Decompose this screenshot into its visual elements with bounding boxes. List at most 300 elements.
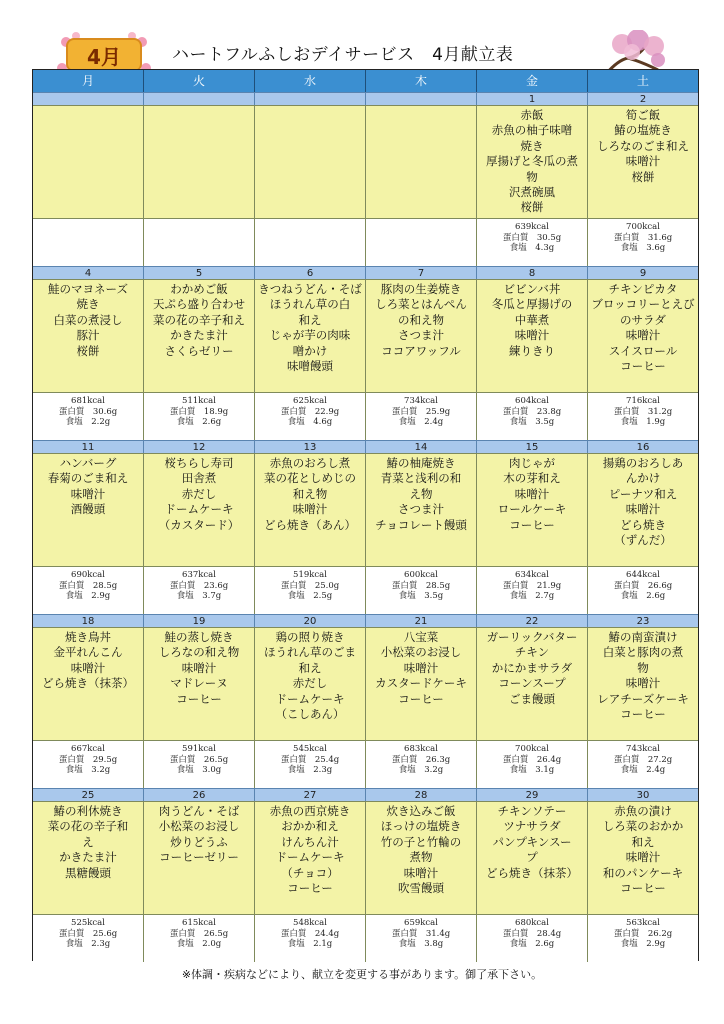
nutrition-cell <box>588 392 698 440</box>
protein-value: 蛋白質 23.8g <box>502 406 562 417</box>
menu-item: しろなのごま和え <box>597 138 689 153</box>
menu-item: どら焼き（あん） <box>264 517 356 532</box>
salt-value: 食塩 3.2g <box>65 765 111 775</box>
menu-item: どら焼き（抹茶） <box>486 865 578 880</box>
menu-cell <box>588 801 698 914</box>
menu-item: 赤だし <box>292 676 328 691</box>
weekday-wed: 水 <box>255 70 366 92</box>
menu-item: 味噌汁 <box>625 676 661 691</box>
menu-item: （チョコ） <box>281 865 339 880</box>
menu-item: 味噌汁 <box>70 486 106 501</box>
menu-item: え物 <box>409 486 433 501</box>
menu-item: んかけ <box>625 471 661 486</box>
nutrition-cell <box>144 566 255 614</box>
date-cell: 26 <box>144 788 255 802</box>
menu-item: （カスタード） <box>158 517 240 532</box>
salt-value: 食塩 2.6g <box>509 939 555 949</box>
menu-item: 焼き鳥丼 <box>65 630 111 644</box>
protein-value: 蛋白質 18.9g <box>169 406 229 417</box>
menu-item: チョコレート饅頭 <box>375 517 467 532</box>
nutrition-cell <box>255 740 366 788</box>
salt-value: 食塩 3.1g <box>509 765 555 775</box>
menu-row <box>33 801 698 914</box>
week-block <box>33 440 698 614</box>
menu-item: さつま汁 <box>398 502 444 517</box>
menu-item: 厚揚げと冬瓜の煮 <box>486 154 578 169</box>
salt-value: 食塩 2.4g <box>620 765 666 775</box>
salt-value: 食塩 2.5g <box>287 591 333 601</box>
menu-cell <box>366 105 477 218</box>
menu-cell <box>477 453 588 566</box>
weekday-sat: 土 <box>588 70 698 92</box>
menu-item: のサラダ <box>620 312 666 327</box>
salt-value: 食塩 3.8g <box>398 939 444 949</box>
menu-item: 鰆の塩焼き <box>614 123 672 138</box>
menu-item: しろ菜のおかか <box>602 819 684 834</box>
protein-value: 蛋白質 31.6g <box>613 232 673 243</box>
weekday-header <box>33 70 698 92</box>
menu-item: 和え <box>298 312 322 327</box>
menu-item: 味噌汁 <box>292 502 328 517</box>
salt-value: 食塩 3.7g <box>176 591 222 601</box>
nutrition-cell <box>33 392 144 440</box>
menu-item: 物 <box>637 660 649 675</box>
nutrition-row <box>33 392 698 440</box>
salt-value: 食塩 3.2g <box>398 765 444 775</box>
date-cell: 23 <box>588 614 698 628</box>
protein-value: 蛋白質 25.9g <box>391 406 451 417</box>
protein-value: 蛋白質 26.2g <box>613 928 673 939</box>
menu-item: 春菊のごま和え <box>47 471 129 486</box>
menu-cell <box>144 453 255 566</box>
menu-cell <box>588 627 698 740</box>
menu-item: スイスロール <box>608 343 678 358</box>
protein-value: 蛋白質 26.5g <box>169 928 229 939</box>
menu-item: 肉じゃが <box>509 456 555 470</box>
menu-item: 揚鶏のおろしあ <box>602 456 684 470</box>
menu-cell <box>144 627 255 740</box>
salt-value: 食塩 2.3g <box>287 765 333 775</box>
menu-item: ほっけの塩焼き <box>380 819 462 834</box>
date-cell: 25 <box>33 788 144 802</box>
menu-item: おかか和え <box>281 819 339 834</box>
menu-item: きつねうどん・そば <box>258 282 362 296</box>
menu-item: かきたま汁 <box>59 850 117 865</box>
menu-cell <box>588 105 698 218</box>
menu-item: コーンスープ <box>498 676 566 691</box>
calorie-value: 604kcal <box>515 396 549 406</box>
date-row <box>33 614 698 627</box>
nutrition-cell <box>477 740 588 788</box>
protein-value: 蛋白質 24.4g <box>280 928 340 939</box>
salt-value: 食塩 2.3g <box>65 939 111 949</box>
date-cell <box>366 92 477 106</box>
menu-item: コーヒー <box>287 881 333 896</box>
menu-cell <box>477 105 588 218</box>
weekday-tue: 火 <box>144 70 255 92</box>
menu-item: ごま饅頭 <box>509 691 555 706</box>
menu-cell <box>255 801 366 914</box>
week-block <box>33 788 698 962</box>
menu-item: 豚汁 <box>76 328 100 343</box>
nutrition-cell <box>477 392 588 440</box>
nutrition-cell <box>477 914 588 962</box>
menu-cell <box>144 279 255 392</box>
menu-item: コーヒー <box>620 881 666 896</box>
date-cell: 7 <box>366 266 477 280</box>
menu-cell <box>366 279 477 392</box>
date-cell: 6 <box>255 266 366 280</box>
salt-value: 食塩 3.6g <box>620 243 666 253</box>
nutrition-cell <box>144 218 255 266</box>
menu-item: ドームケーキ <box>275 691 345 706</box>
salt-value: 食塩 2.1g <box>287 939 333 949</box>
menu-item: 和え物 <box>292 486 328 501</box>
menu-cell <box>33 801 144 914</box>
menu-item: 味噌汁 <box>514 328 550 343</box>
salt-value: 食塩 4.6g <box>287 417 333 427</box>
menu-item: 菜の花の辛子和 <box>47 819 129 834</box>
menu-item: 赤飯 <box>520 108 544 122</box>
date-cell: 8 <box>477 266 588 280</box>
menu-item: ほうれん草の白 <box>269 297 351 312</box>
nutrition-cell <box>33 914 144 962</box>
menu-cell <box>477 627 588 740</box>
nutrition-cell <box>255 392 366 440</box>
date-row <box>33 788 698 801</box>
week-block <box>33 266 698 440</box>
menu-item: わかめご飯 <box>170 282 228 296</box>
menu-item: 中華煮 <box>514 312 550 327</box>
menu-item: 和え <box>631 834 655 849</box>
menu-item: ビビンバ丼 <box>503 282 561 296</box>
menu-item: 酒饅頭 <box>70 502 106 517</box>
salt-value: 食塩 2.9g <box>620 939 666 949</box>
protein-value: 蛋白質 28.5g <box>58 580 118 591</box>
menu-item: 味噌汁 <box>403 865 439 880</box>
date-cell: 20 <box>255 614 366 628</box>
menu-item: 豚肉の生姜焼き <box>380 282 462 296</box>
date-cell: 9 <box>588 266 698 280</box>
weekday-fri: 金 <box>477 70 588 92</box>
menu-item: かにかまサラダ <box>491 660 573 675</box>
menu-item: 桜ちらし寿司 <box>164 456 234 470</box>
weekday-thu: 木 <box>366 70 477 92</box>
menu-item: コーヒー <box>620 707 666 722</box>
protein-value: 蛋白質 28.4g <box>502 928 562 939</box>
menu-item: チキンピカタ <box>608 282 678 296</box>
nutrition-row <box>33 914 698 962</box>
nutrition-cell <box>144 914 255 962</box>
menu-item: 菜の花としめじの <box>264 471 356 486</box>
date-cell: 13 <box>255 440 366 454</box>
menu-item: 鶏の照り焼き <box>275 630 345 644</box>
menu-item: 白菜の煮浸し <box>53 312 123 327</box>
menu-item: 筍ご飯 <box>625 108 661 122</box>
date-cell <box>144 92 255 106</box>
menu-item: 金平れんこん <box>53 645 123 660</box>
menu-cell <box>366 627 477 740</box>
date-cell: 16 <box>588 440 698 454</box>
nutrition-cell <box>33 566 144 614</box>
week-block <box>33 92 698 266</box>
menu-cell <box>255 627 366 740</box>
nutrition-row <box>33 566 698 614</box>
calorie-value: 615kcal <box>182 918 216 928</box>
menu-cell <box>33 453 144 566</box>
salt-value: 食塩 4.3g <box>509 243 555 253</box>
weekday-mon: 月 <box>33 70 144 92</box>
calorie-value: 700kcal <box>515 744 549 754</box>
menu-item: 炊き込みご飯 <box>386 804 456 818</box>
nutrition-row <box>33 218 698 266</box>
menu-item: 味噌汁 <box>181 660 217 675</box>
menu-item: 鮭の蒸し焼き <box>164 630 234 644</box>
protein-value: 蛋白質 28.5g <box>391 580 451 591</box>
date-cell: 29 <box>477 788 588 802</box>
menu-cell <box>255 279 366 392</box>
menu-item: 赤魚の西京焼き <box>269 804 351 818</box>
date-cell: 4 <box>33 266 144 280</box>
menu-item: コーヒー <box>620 359 666 374</box>
date-cell: 11 <box>33 440 144 454</box>
menu-item: かきたま汁 <box>170 328 228 343</box>
nutrition-cell <box>477 566 588 614</box>
nutrition-cell <box>255 914 366 962</box>
menu-row <box>33 453 698 566</box>
menu-item: 鰆の柚庵焼き <box>386 456 456 470</box>
nutrition-cell <box>144 392 255 440</box>
date-cell: 30 <box>588 788 698 802</box>
date-cell: 12 <box>144 440 255 454</box>
menu-cell <box>588 279 698 392</box>
week-block <box>33 614 698 788</box>
menu-item: チキン <box>514 645 550 660</box>
calorie-value: 681kcal <box>71 396 105 406</box>
menu-item: しろなの和え物 <box>158 645 240 660</box>
calorie-value: 511kcal <box>182 396 216 406</box>
month-badge: 4月 <box>66 38 142 72</box>
page-title: ハートフルふしおデイサービス 4月献立表 <box>172 45 514 65</box>
menu-item: （ずんだ） <box>614 533 672 548</box>
menu-item: ハンバーグ <box>59 456 117 470</box>
menu-item: ブロッコリーとえび <box>591 297 695 312</box>
menu-item: 田舎煮 <box>181 471 217 486</box>
calorie-value: 667kcal <box>71 744 105 754</box>
menu-item: 味噌汁 <box>514 486 550 501</box>
protein-value: 蛋白質 21.9g <box>502 580 562 591</box>
menu-item: カスタードケーキ <box>375 676 467 691</box>
menu-item: 白菜と豚肉の煮 <box>602 645 684 660</box>
calorie-value: 548kcal <box>293 918 327 928</box>
nutrition-cell <box>255 566 366 614</box>
menu-item: ツナサラダ <box>503 819 561 834</box>
menu-item: 沢煮碗風 <box>509 185 555 200</box>
menu-item: ほうれん草のごま <box>264 645 356 660</box>
date-cell: 5 <box>144 266 255 280</box>
menu-item: 焼き <box>76 297 100 312</box>
menu-item: 桜餅 <box>631 169 655 184</box>
calorie-value: 683kcal <box>404 744 438 754</box>
menu-item: 味噌汁 <box>625 154 661 169</box>
menu-cell <box>144 801 255 914</box>
nutrition-cell <box>366 392 477 440</box>
menu-item: ドームケーキ <box>275 850 345 865</box>
protein-value: 蛋白質 23.6g <box>169 580 229 591</box>
menu-item: さつま汁 <box>398 328 444 343</box>
menu-row <box>33 627 698 740</box>
nutrition-cell <box>588 218 698 266</box>
protein-value: 蛋白質 30.5g <box>502 232 562 243</box>
protein-value: 蛋白質 26.4g <box>502 754 562 765</box>
calorie-value: 545kcal <box>293 744 327 754</box>
menu-cell <box>588 453 698 566</box>
menu-item: じゃが芋の肉味 <box>269 328 351 343</box>
calorie-value: 639kcal <box>515 222 549 232</box>
nutrition-cell <box>477 218 588 266</box>
calorie-value: 734kcal <box>404 396 438 406</box>
menu-item: チキンソテー <box>497 804 567 818</box>
menu-item: 物 <box>526 169 538 184</box>
salt-value: 食塩 1.9g <box>620 417 666 427</box>
protein-value: 蛋白質 22.9g <box>280 406 340 417</box>
menu-item: 桜餅 <box>76 343 100 358</box>
menu-item: 肉うどん・そば <box>158 804 240 818</box>
menu-item: 和え <box>298 660 322 675</box>
date-cell: 14 <box>366 440 477 454</box>
menu-item: ドームケーキ <box>164 502 234 517</box>
footer-note: ※体調・疾病などにより、献立を変更する事があります。御了承下さい。 <box>181 968 543 981</box>
salt-value: 食塩 2.9g <box>65 591 111 601</box>
menu-item: 赤魚のおろし煮 <box>269 456 351 470</box>
menu-cell <box>33 279 144 392</box>
menu-item: え <box>82 834 94 849</box>
menu-item: コーヒーゼリー <box>159 850 239 865</box>
menu-item: ココアワッフル <box>381 343 461 358</box>
menu-cell <box>33 105 144 218</box>
menu-item: 味噌汁 <box>403 660 439 675</box>
calorie-value: 659kcal <box>404 918 438 928</box>
menu-item: しろ菜とはんぺん <box>375 297 467 312</box>
menu-calendar <box>32 69 699 961</box>
menu-item: 噌かけ <box>292 343 328 358</box>
menu-item: 赤魚の漬け <box>614 804 672 818</box>
calorie-value: 680kcal <box>515 918 549 928</box>
protein-value: 蛋白質 25.0g <box>280 580 340 591</box>
date-cell: 19 <box>144 614 255 628</box>
calorie-value: 743kcal <box>626 744 660 754</box>
menu-item: 焼き <box>520 138 544 153</box>
menu-cell <box>477 801 588 914</box>
nutrition-cell <box>366 218 477 266</box>
protein-value: 蛋白質 31.2g <box>613 406 673 417</box>
menu-item: 味噌汁 <box>625 328 661 343</box>
menu-item: 木の芽和え <box>503 471 561 486</box>
calorie-value: 563kcal <box>626 918 660 928</box>
protein-value: 蛋白質 25.6g <box>58 928 118 939</box>
menu-item: 黒糖饅頭 <box>65 865 111 880</box>
menu-item: プ <box>526 850 538 865</box>
menu-item: 練りきり <box>509 343 555 358</box>
salt-value: 食塩 2.6g <box>620 591 666 601</box>
calorie-value: 525kcal <box>71 918 105 928</box>
calorie-value: 600kcal <box>404 570 438 580</box>
protein-value: 蛋白質 31.4g <box>391 928 451 939</box>
menu-item: どら焼き <box>620 517 666 532</box>
nutrition-cell <box>588 914 698 962</box>
menu-item: 冬瓜と厚揚げの <box>491 297 573 312</box>
nutrition-cell <box>33 740 144 788</box>
date-cell: 2 <box>588 92 698 106</box>
nutrition-cell <box>588 566 698 614</box>
menu-item: 赤だし <box>181 486 217 501</box>
menu-item: ガーリックバター <box>486 630 578 644</box>
menu-cell <box>477 279 588 392</box>
protein-value: 蛋白質 26.6g <box>613 580 673 591</box>
menu-item: 味噌汁 <box>625 502 661 517</box>
protein-value: 蛋白質 26.3g <box>391 754 451 765</box>
date-cell: 27 <box>255 788 366 802</box>
menu-item: 鰆の南蛮漬け <box>608 630 678 644</box>
salt-value: 食塩 3.5g <box>398 591 444 601</box>
calorie-value: 700kcal <box>626 222 660 232</box>
calorie-value: 625kcal <box>293 396 327 406</box>
date-row <box>33 266 698 279</box>
protein-value: 蛋白質 27.2g <box>613 754 673 765</box>
salt-value: 食塩 2.4g <box>398 417 444 427</box>
date-cell: 18 <box>33 614 144 628</box>
nutrition-cell <box>366 914 477 962</box>
menu-item: どら焼き（抹茶） <box>42 676 134 691</box>
protein-value: 蛋白質 29.5g <box>58 754 118 765</box>
menu-item: 小松菜のお浸し <box>380 645 462 660</box>
menu-item: 味噌汁 <box>625 850 661 865</box>
calorie-value: 634kcal <box>515 570 549 580</box>
menu-item: 味噌饅頭 <box>287 359 333 374</box>
menu-item: ピーナツ和え <box>608 486 678 501</box>
salt-value: 食塩 2.2g <box>65 417 111 427</box>
calorie-value: 519kcal <box>293 570 327 580</box>
menu-item: コーヒー <box>509 517 555 532</box>
menu-item: マドレーヌ <box>170 676 228 691</box>
calorie-value: 690kcal <box>71 570 105 580</box>
date-cell: 28 <box>366 788 477 802</box>
date-row <box>33 440 698 453</box>
calorie-value: 591kcal <box>182 744 216 754</box>
menu-item: 青菜と浅利の和 <box>380 471 462 486</box>
menu-item: 八宝菜 <box>403 630 439 644</box>
menu-row <box>33 279 698 392</box>
nutrition-cell <box>33 218 144 266</box>
date-cell: 15 <box>477 440 588 454</box>
date-cell: 21 <box>366 614 477 628</box>
menu-item: 鰆の利休焼き <box>53 804 123 818</box>
date-cell: 22 <box>477 614 588 628</box>
menu-item: さくらゼリー <box>164 343 234 358</box>
protein-value: 蛋白質 30.6g <box>58 406 118 417</box>
menu-item: 桜餅 <box>520 200 544 215</box>
nutrition-row <box>33 740 698 788</box>
menu-item: 味噌汁 <box>70 660 106 675</box>
menu-cell <box>33 627 144 740</box>
menu-item: （こしあん） <box>275 707 345 722</box>
menu-item: コーヒー <box>176 691 222 706</box>
date-cell <box>255 92 366 106</box>
menu-item: レアチーズケーキ <box>597 691 689 706</box>
date-cell: 1 <box>477 92 588 106</box>
salt-value: 食塩 3.0g <box>176 765 222 775</box>
menu-item: コーヒー <box>398 691 444 706</box>
